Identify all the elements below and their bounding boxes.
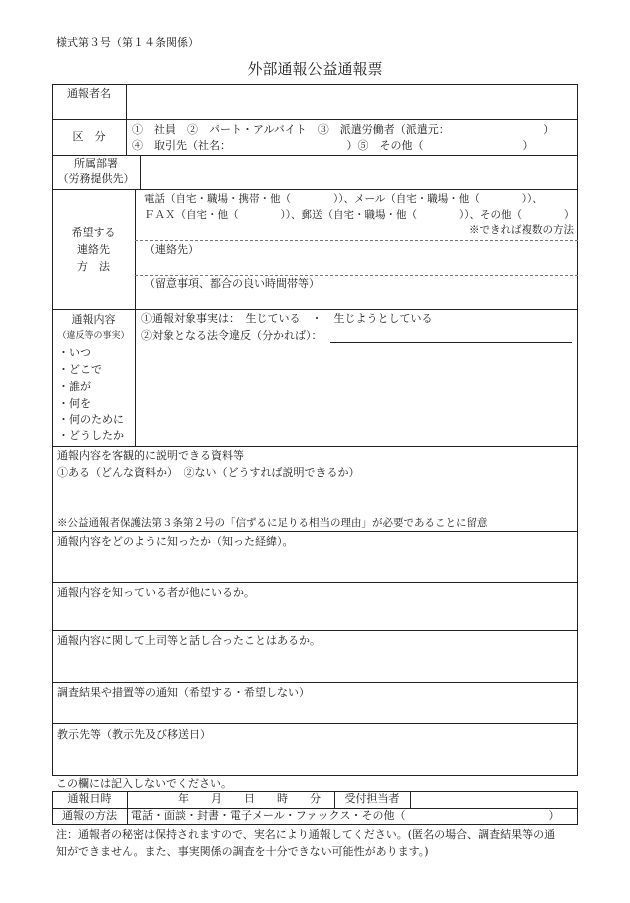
category-options-line1[interactable]: ① 社員 ② パート・アルバイト ③ 派遣労働者（派遣元： ） bbox=[132, 123, 555, 136]
contact-address-label: （連絡先） bbox=[144, 243, 199, 256]
reporter-name-field[interactable] bbox=[127, 85, 577, 118]
contact-label-1: 希望する bbox=[71, 226, 116, 239]
receiver-field[interactable] bbox=[411, 792, 577, 807]
form-title: 外部通報公益通報票 bbox=[247, 60, 383, 78]
evidence-label: 通報内容を客観的に説明できる資料等 bbox=[57, 449, 244, 462]
receiver-label: 受付担当者 bbox=[344, 792, 400, 805]
content-label: 通報内容 bbox=[71, 313, 116, 326]
department-field[interactable] bbox=[141, 156, 577, 188]
contact-label-2: 連絡先 bbox=[77, 243, 110, 256]
contact-note: ※できれば複数の方法 bbox=[469, 224, 574, 236]
contact-remarks-label: （留意事項、都合の良い時間帯等） bbox=[144, 277, 320, 290]
fact-status-line[interactable]: ①通報対象事実は： 生じている ・ 生じようとしている bbox=[141, 312, 433, 325]
report-method-label: 通報の方法 bbox=[62, 809, 117, 822]
referral-label: 教示先等（教示先及び移送日） bbox=[57, 728, 211, 741]
category-label: 区 分 bbox=[72, 130, 106, 143]
footer-note-line1: 注：通報者の秘密は保持されますので、実名により通報してください。(匿名の場合、調査結果等の通 bbox=[56, 828, 556, 841]
how-known-label: 通報内容をどのように知ったか（知った経緯）。 bbox=[57, 535, 294, 548]
content-item-how: ・どうしたか bbox=[58, 429, 124, 442]
category-options-line2[interactable]: ④ 取引先（社名： ）⑤ その他（ ） bbox=[132, 139, 534, 152]
discussed-label: 通報内容に関して上司等と話し合ったことはあるか。 bbox=[57, 634, 321, 647]
report-datetime-label: 通報日時 bbox=[67, 792, 112, 805]
content-item-when: ・いつ bbox=[58, 346, 91, 359]
content-item-why: ・何のために bbox=[58, 413, 124, 426]
form-number: 様式第３号（第１４条関係） bbox=[56, 36, 199, 49]
contact-methods-line1[interactable]: 電話（自宅・職場・携帯・他（ ））、メール（自宅・職場・他（ ））、 bbox=[144, 193, 543, 205]
office-note: この欄には記入しないでください。 bbox=[56, 777, 232, 790]
contact-label-3: 方 法 bbox=[77, 260, 110, 273]
content-item-who: ・誰が bbox=[58, 380, 91, 393]
content-item-what: ・何を bbox=[58, 397, 91, 410]
footer-note-line2: 知ができません。また、事実関係の調査を十分できない可能性があります。) bbox=[56, 845, 429, 858]
evidence-note: ※公益通報者保護法第３条第２号の「信ずるに足りる相当の理由」が必要であることに留意 bbox=[57, 517, 488, 529]
reporter-name-label: 通報者名 bbox=[67, 87, 111, 100]
content-sublabel: （違反等の事実） bbox=[57, 331, 130, 341]
others-know-label: 通報内容を知っている者が他にいるか。 bbox=[57, 586, 255, 599]
contact-methods-line2[interactable]: ＦＡＸ（自宅・他（ ））、郵送（自宅・職場・他（ ））、その他（ ） bbox=[144, 209, 575, 221]
report-datetime-value[interactable]: 年 月 日 時 分 bbox=[178, 792, 321, 805]
department-label: 所属部署 bbox=[74, 157, 118, 170]
law-violation-label: ②対象となる法令違反（分かれば）： bbox=[141, 329, 323, 342]
evidence-options[interactable]: ①ある（どんな資料か） ②ない（どうすれば説明できるか） bbox=[57, 466, 360, 479]
content-item-where: ・どこで bbox=[58, 363, 102, 376]
department-sublabel: （労務提供先） bbox=[57, 172, 135, 185]
notification-label[interactable]: 調査結果や措置等の通知（希望する・希望しない） bbox=[57, 686, 310, 699]
law-violation-input-line[interactable] bbox=[330, 342, 572, 343]
report-method-value[interactable]: 電話・面談・封書・電子メール・ファックス・その他（ ） bbox=[131, 809, 560, 822]
